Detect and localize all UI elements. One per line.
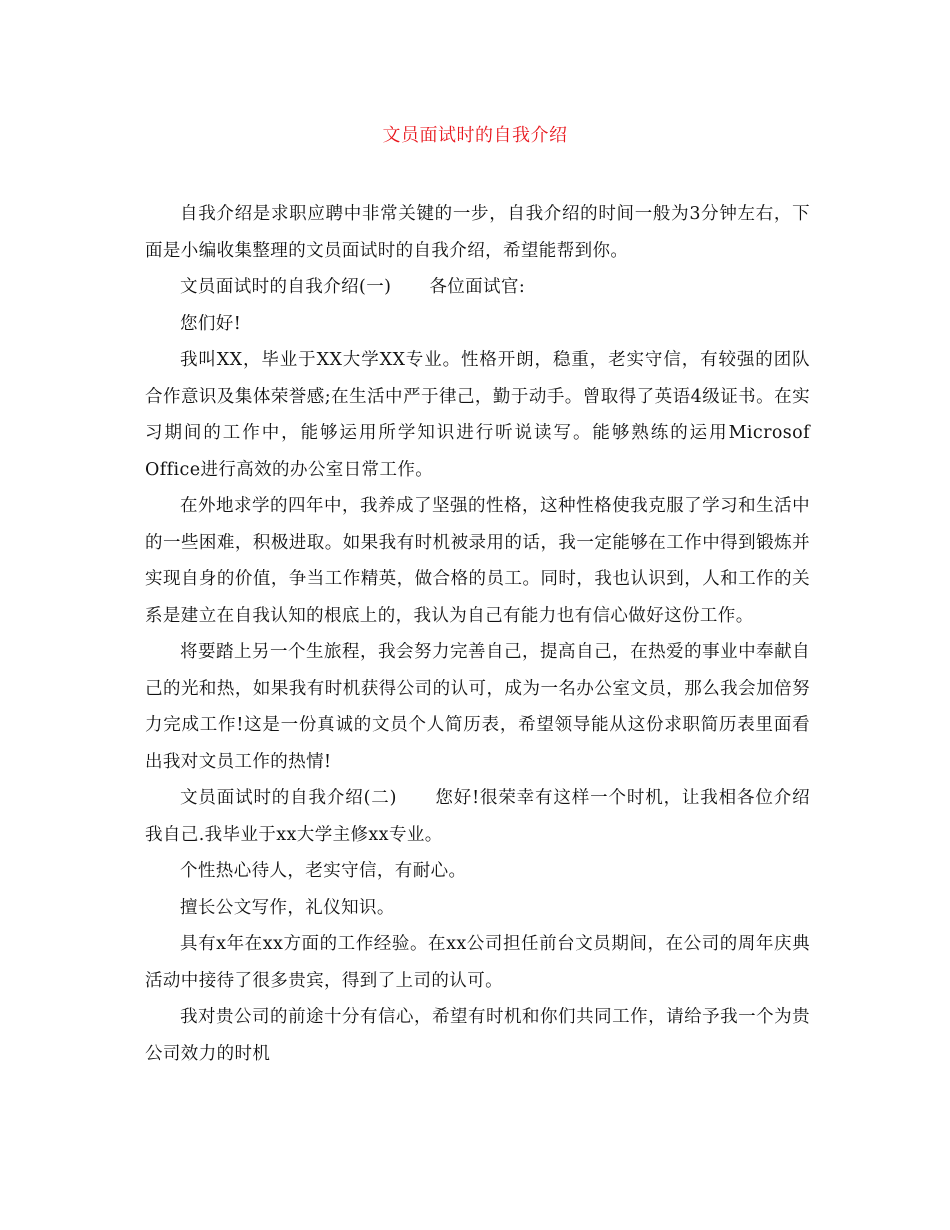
paragraph-closing: 我对贵公司的前途十分有信心，希望有时机和你们共同工作，请给予我一个为贵公司效力的时机 [145,1007,810,1064]
section-2-heading-line [145,780,810,853]
section-1-heading: 文员面试时的自我介绍(一) [180,277,392,297]
section-1-greeting: 各位面试官: [429,277,526,297]
paragraph-experience: 具有x年在xx方面的工作经验。在xx公司担任前台文员期间，在公司的周年庆典活动中接待了很多贵宾，得到了上司的认可。 [145,934,810,991]
paragraph-intro: 自我介绍是求职应聘中非常关键的一步，自我介绍的时间一般为3分钟左右，下面是小编收集整理的文员面试时的自我介绍，希望能帮到你。 [145,204,810,261]
section-2-intro: 您好!很荣幸有这样一个时机，让我相各位介绍我自己.我毕业于xx大学主修xx专业。 [145,788,810,845]
section-2-heading: 文员面试时的自我介绍(二) [180,788,397,808]
document-body [145,196,810,1072]
paragraph-future: 将要踏上另一个生旅程，我会努力完善自己，提高自己，在热爱的事业中奉献自己的光和热，如果我有时机获得公司的认可，成为一名办公室文员，那么我会加倍努力完成工作!这是一份真诚的文员个人简历表，希望领导能从这份求职简历表里面看出我对文员工作的热情! [145,642,810,772]
document-title: 文员面试时的自我介绍 [382,125,568,146]
paragraph-study: 在外地求学的四年中，我养成了坚强的性格，这种性格使我克服了学习和生活中的一些困难，积极进取。如果我有时机被录用的话，我一定能够在工作中得到锻炼并实现自身的价值，争当工作精英，做合格的员工。同时，我也认识到，人和工作的关系是建立在自我认知的根底上的，我认为自己有能力也有信心做好这份工作。 [145,496,810,626]
paragraph-self-intro: 我叫XX，毕业于XX大学XX专业。性格开朗，稳重，老实守信，有较强的团队合作意识及集体荣誉感;在生活中严于律己，勤于动手。曾取得了英语4级证书。在实习期间的工作中，能够运用所学知识进行听说读写。能够熟练的运用Microsof Office进行高效的办公室日常工作。 [145,350,810,480]
paragraph-personality: 个性热心待人，老实守信，有耐心。 [180,861,467,881]
paragraph-skills: 擅长公文写作，礼仪知识。 [180,897,395,918]
section-1-heading-line [145,269,810,306]
paragraph-hello: 您们好! [180,313,242,334]
